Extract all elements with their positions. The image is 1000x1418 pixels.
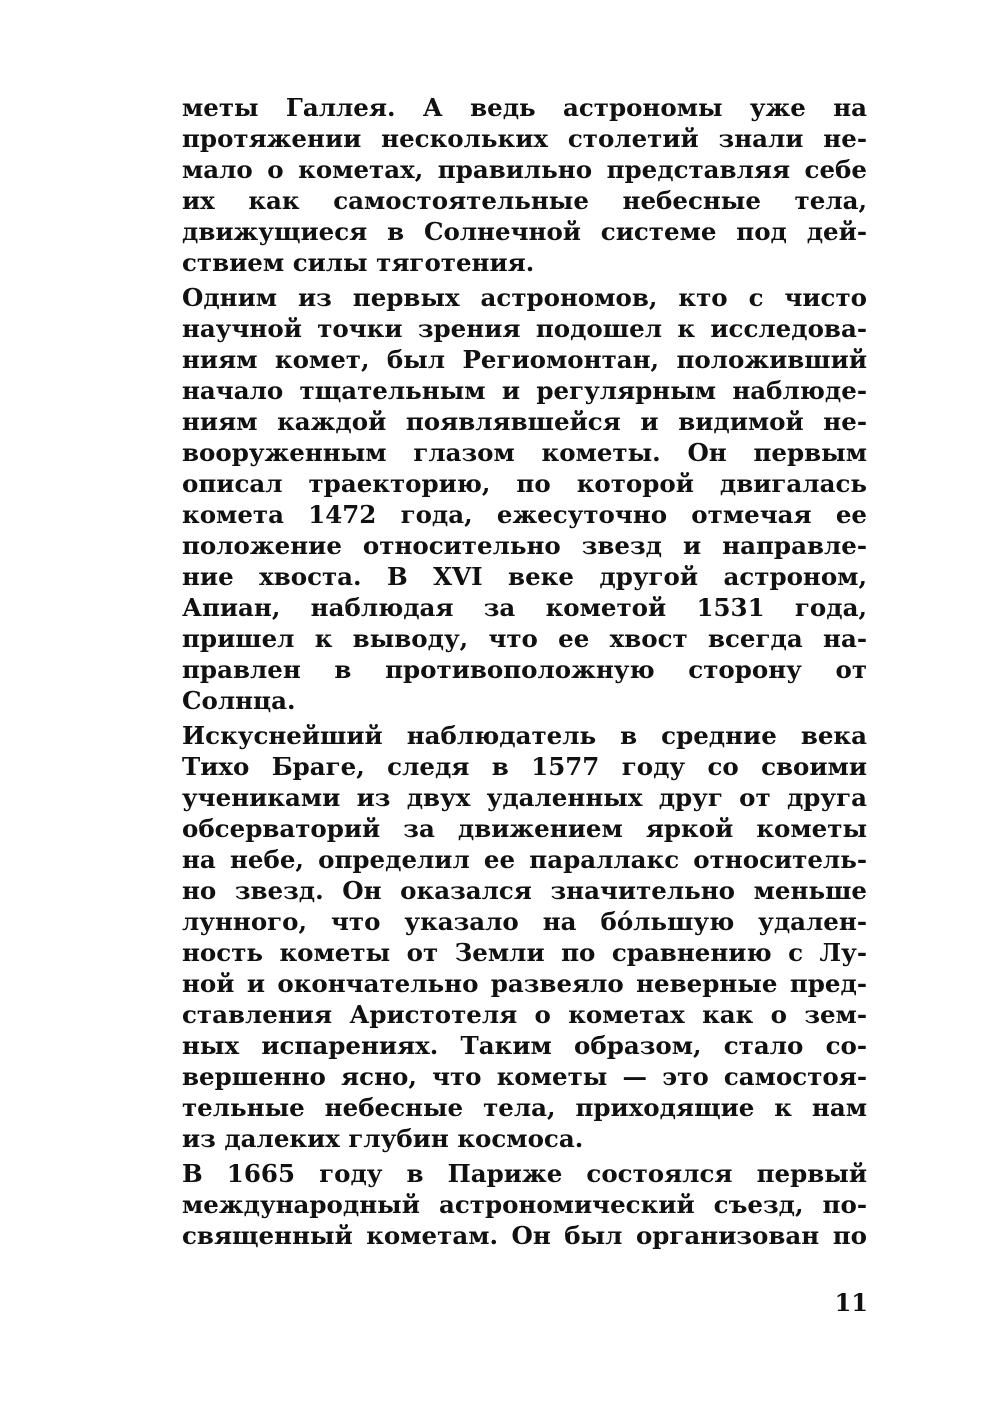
paragraph-2 [182,282,867,716]
text-line: ность кометы от Земли по сравнению с Лу- [182,938,867,967]
text-line: вершенно ясно, что кометы — это самостоя- [182,1062,867,1091]
text-line: ставления Аристотеля о кометах как о зем- [182,1000,867,1029]
text-line: вооруженным глазом кометы. Он первым [182,438,867,467]
paragraph-1 [182,92,867,278]
text-line: начало тщательным и регулярным наблюде- [182,376,867,405]
text-line: В 1665 году в Париже состоялся первый [182,1159,867,1188]
text-line: тельные небесные тела, приходящие к нам [182,1093,867,1122]
text-line: Апиан, наблюдая за кометой 1531 года, [182,593,867,622]
text-line: Искуснейший наблюдатель в средние века [182,721,867,750]
text-line: движущиеся в Солнечной системе под дей- [182,217,867,246]
text-line: учениками из двух удаленных друг от друга [182,783,867,812]
paragraph-4 [182,1158,867,1251]
text-line: на небе, определил ее параллакс относитель- [182,845,867,874]
text-line: лунного, что указало на бóльшую удален- [182,907,867,936]
text-line: научной точки зрения подошел к исследова- [182,314,867,343]
text-line: правлен в противоположную сторону от [182,655,867,684]
text-line: описал траекторию, по которой двигалась [182,469,867,498]
page-number: 11 [834,1288,868,1317]
text-line: пришел к выводу, что ее хвост всегда на- [182,624,867,653]
text-line: ствием силы тяготения. [182,248,535,277]
text-line: меты Галлея. А ведь астрономы уже на [182,93,867,122]
text-line: положение относительно звезд и направле- [182,531,867,560]
text-line: но звезд. Он оказался значительно меньше [182,876,867,905]
text-line: обсерваторий за движением яркой кометы [182,814,867,843]
text-line: ние хвоста. В XVI веке другой астроном, [182,562,867,591]
paragraph-3 [182,720,867,1154]
text-line: ной и окончательно развеяло неверные пред- [182,969,867,998]
text-line: из далеких глубин космоса. [182,1124,584,1153]
text-line: Солнца. [182,686,296,715]
text-line: ниям комет, был Региомонтан, положивший [182,345,867,374]
text-line: протяжении нескольких столетий знали не- [182,124,867,153]
text-line: международный астрономический съезд, по- [182,1190,867,1219]
text-line: ниям каждой появлявшейся и видимой не- [182,407,867,436]
text-line: ных испарениях. Таким образом, стало со- [182,1031,867,1060]
text-line: комета 1472 года, ежесуточно отмечая ее [182,500,867,529]
body-text [182,92,867,1251]
text-line: Тихо Браге, следя в 1577 году со своими [182,752,867,781]
text-line: священный кометам. Он был организован по [182,1221,867,1250]
text-line: мало о кометах, правильно представляя себе [182,155,867,184]
text-line: Одним из первых астрономов, кто с чисто [182,283,867,312]
text-line: их как самостоятельные небесные тела, [182,186,867,215]
